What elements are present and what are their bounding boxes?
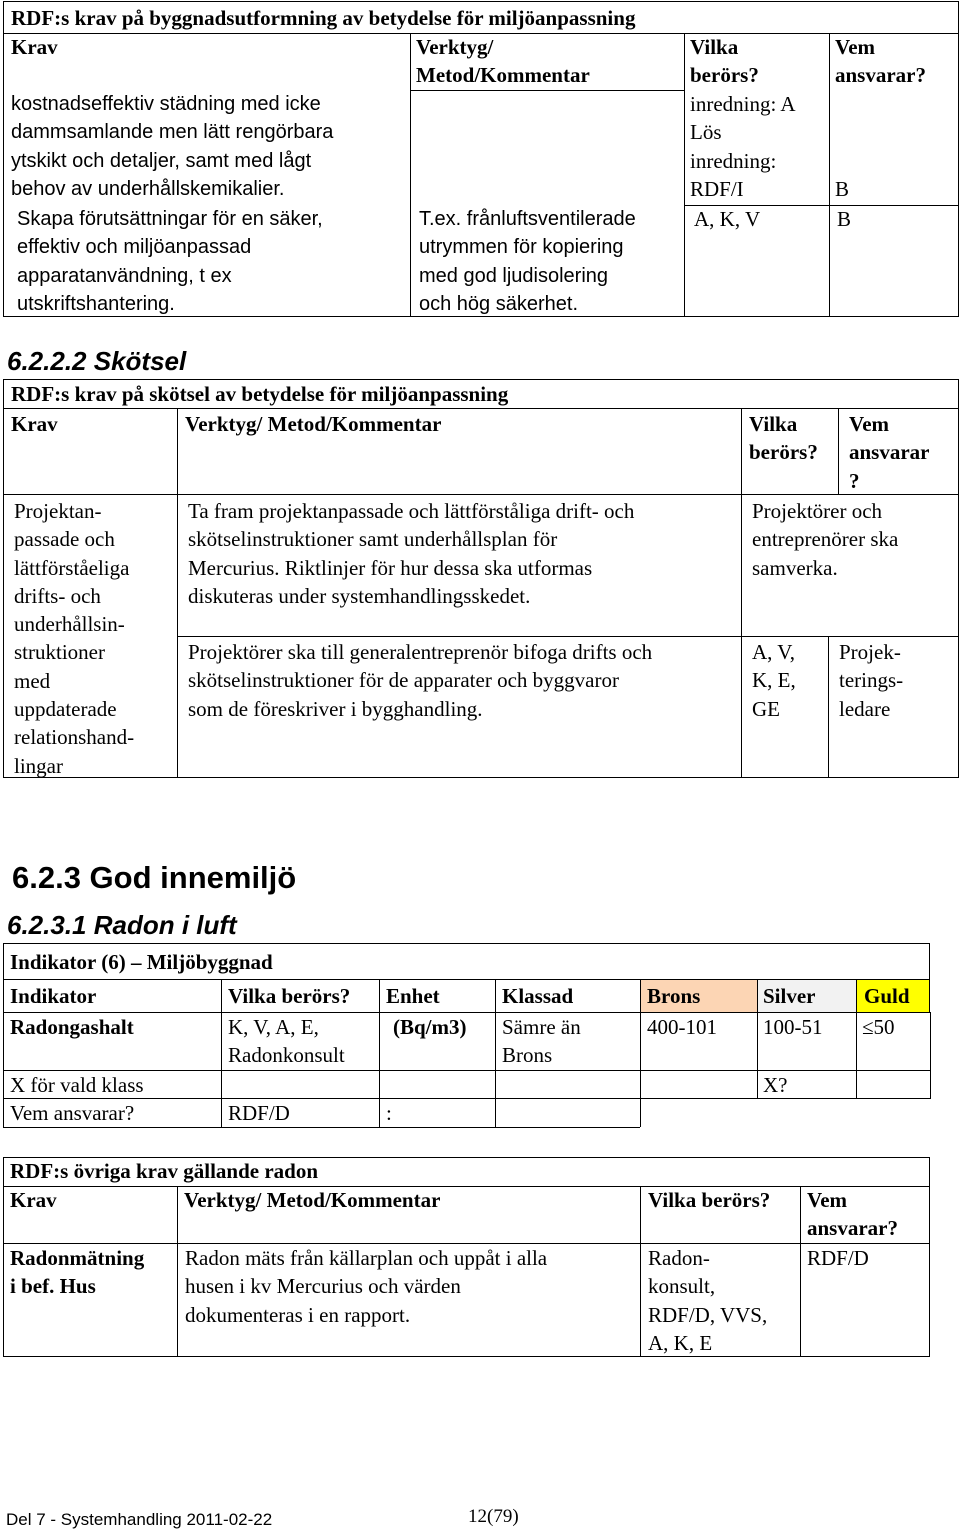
header-vem: Vem ansvarar?: [807, 1188, 898, 1241]
header-krav: Krav: [10, 1188, 57, 1212]
affected-apparatus: A, K, V: [694, 207, 761, 231]
header-verktyg: Verktyg/ Metod/Kommentar: [185, 412, 442, 436]
cell-responsible: RDF/D: [228, 1101, 290, 1125]
cell-klassad: Sämre än Brons: [502, 1015, 581, 1068]
cell-enhet: (Bq/m3): [393, 1015, 467, 1039]
requirement-radonmatning: Radonmätning i bef. Hus: [10, 1246, 145, 1299]
divider: [177, 636, 959, 637]
col-indikator: Indikator: [10, 984, 97, 1008]
col-silver: Silver: [763, 984, 816, 1008]
divider: [3, 494, 959, 495]
row-x-vald-klass: X för vald klass: [10, 1073, 144, 1097]
responsible-apparatus: B: [837, 207, 852, 231]
tool-radonmatning: Radon mäts från källarplan och uppåt i alla husen i kv Mercurius och värden dokumenteras i en rapport.: [185, 1246, 548, 1327]
col-klassad: Klassad: [502, 984, 574, 1008]
row-vem-ansvarar: Vem ansvarar?: [10, 1101, 135, 1125]
header-vem: Vem ansvarar ?: [849, 412, 930, 493]
responsible-cleaning: B: [835, 177, 850, 201]
divider: [800, 1186, 801, 1357]
radon-table-title: RDF:s övriga krav gällande radon: [10, 1159, 319, 1183]
divider: [410, 33, 411, 317]
indicator-title: Indikator (6) – Miljöbyggnad: [10, 950, 273, 974]
divider: [640, 979, 641, 1127]
divider: [410, 90, 684, 91]
tool-apparatus: T.ex. frånluftsventilerade utrymmen för kopiering med god ljudisolering och hög säkerhet.: [419, 208, 636, 315]
divider: [838, 408, 839, 495]
divider: [177, 408, 178, 778]
divider: [177, 1186, 178, 1357]
responsible-instructions-2: Projek- terings- ledare: [839, 640, 904, 721]
cell-guld: ≤50: [862, 1015, 895, 1039]
row-radongashalt: Radongashalt: [10, 1015, 134, 1039]
affected-cleaning: inredning: A Lös inredning: RDF/I: [690, 92, 796, 201]
design-table-title: RDF:s krav på byggnadsutformning av betydelse för miljöanpassning: [11, 6, 636, 30]
skotsel-table-title: RDF:s krav på skötsel av betydelse för miljöanpassning: [11, 382, 509, 406]
section-heading-innemiljo: 6.2.3 God innemiljö: [12, 860, 297, 895]
col-enhet: Enhet: [386, 984, 440, 1008]
cell-brons: 400-101: [647, 1015, 717, 1039]
header-vilka: Vilka berörs?: [648, 1188, 771, 1212]
section-heading-skotsel: 6.2.2.2 Skötsel: [7, 346, 187, 376]
page-total: (79): [487, 1506, 519, 1527]
col-vilka: Vilka berörs?: [228, 984, 351, 1008]
affected-instructions-2: A, V, K, E, GE: [752, 640, 796, 721]
footer-page-number: [468, 1507, 519, 1527]
divider: [379, 979, 380, 1127]
cell-vilka: K, V, A, E, Radonkonsult: [228, 1015, 345, 1068]
header-vilka: Vilka berörs?: [690, 35, 759, 88]
tool-instructions-1: Ta fram projektanpassade och lättförståliga drift- och skötselinstruktioner samt underhållsplan för Mercurius. Riktlinjer för hur dessa ska utformas diskuteras under systemhandlingsskedet.: [188, 499, 635, 608]
tool-instructions-2: Projektörer ska till generalentreprenör bifoga drifts och skötselinstruktioner för de apparater och byggvaror som de föreskriver i bygghandling.: [188, 640, 653, 721]
page-current: 12: [468, 1506, 487, 1527]
divider: [221, 979, 222, 1127]
header-vilka: Vilka berörs?: [749, 412, 818, 465]
divider: [495, 979, 496, 1127]
divider: [856, 979, 857, 1099]
divider: [3, 1186, 930, 1187]
requirement-instructions: Projektan- passade och lättförståeliga drifts- och underhållsin- struktioner med uppdaterade relationshand- lingar: [14, 499, 135, 778]
footer-document-info: Del 7 - Systemhandling 2011-02-22: [6, 1510, 273, 1529]
header-krav: Krav: [11, 412, 58, 436]
divider: [930, 1012, 931, 1099]
divider: [829, 33, 830, 317]
col-brons: Brons: [647, 984, 701, 1008]
cell-colon: :: [386, 1101, 392, 1125]
requirement-apparatus: Skapa förutsättningar för en säker, effektiv och miljöanpassad apparatanvändning, t ex utskriftshantering.: [17, 208, 323, 315]
affected-radonmatning: Radon- konsult, RDF/D, VVS, A, K, E: [648, 1246, 768, 1355]
header-verktyg: Verktyg/ Metod/Kommentar: [416, 35, 590, 88]
affected-responsible-1: Projektörer och entreprenörer ska samverka.: [752, 499, 899, 580]
divider: [640, 1186, 641, 1357]
header-krav: Krav: [11, 35, 58, 59]
header-vem: Vem ansvarar?: [835, 35, 926, 88]
section-heading-radon: 6.2.3.1 Radon i luft: [7, 910, 237, 940]
requirement-cleaning: kostnadseffektiv städning med icke dammsamlande men lätt rengörbara ytskikt och detaljer, samt med lågt behov av underhållskemikalier.: [11, 93, 334, 200]
cell-x-silver: X?: [763, 1073, 788, 1097]
divider: [684, 33, 685, 317]
divider: [828, 636, 829, 778]
cell-silver: 100-51: [763, 1015, 823, 1039]
col-guld: Guld: [864, 984, 910, 1008]
responsible-radonmatning: RDF/D: [807, 1246, 869, 1270]
header-verktyg: Verktyg/ Metod/Kommentar: [184, 1188, 441, 1212]
divider: [741, 408, 742, 778]
divider: [757, 979, 758, 1099]
